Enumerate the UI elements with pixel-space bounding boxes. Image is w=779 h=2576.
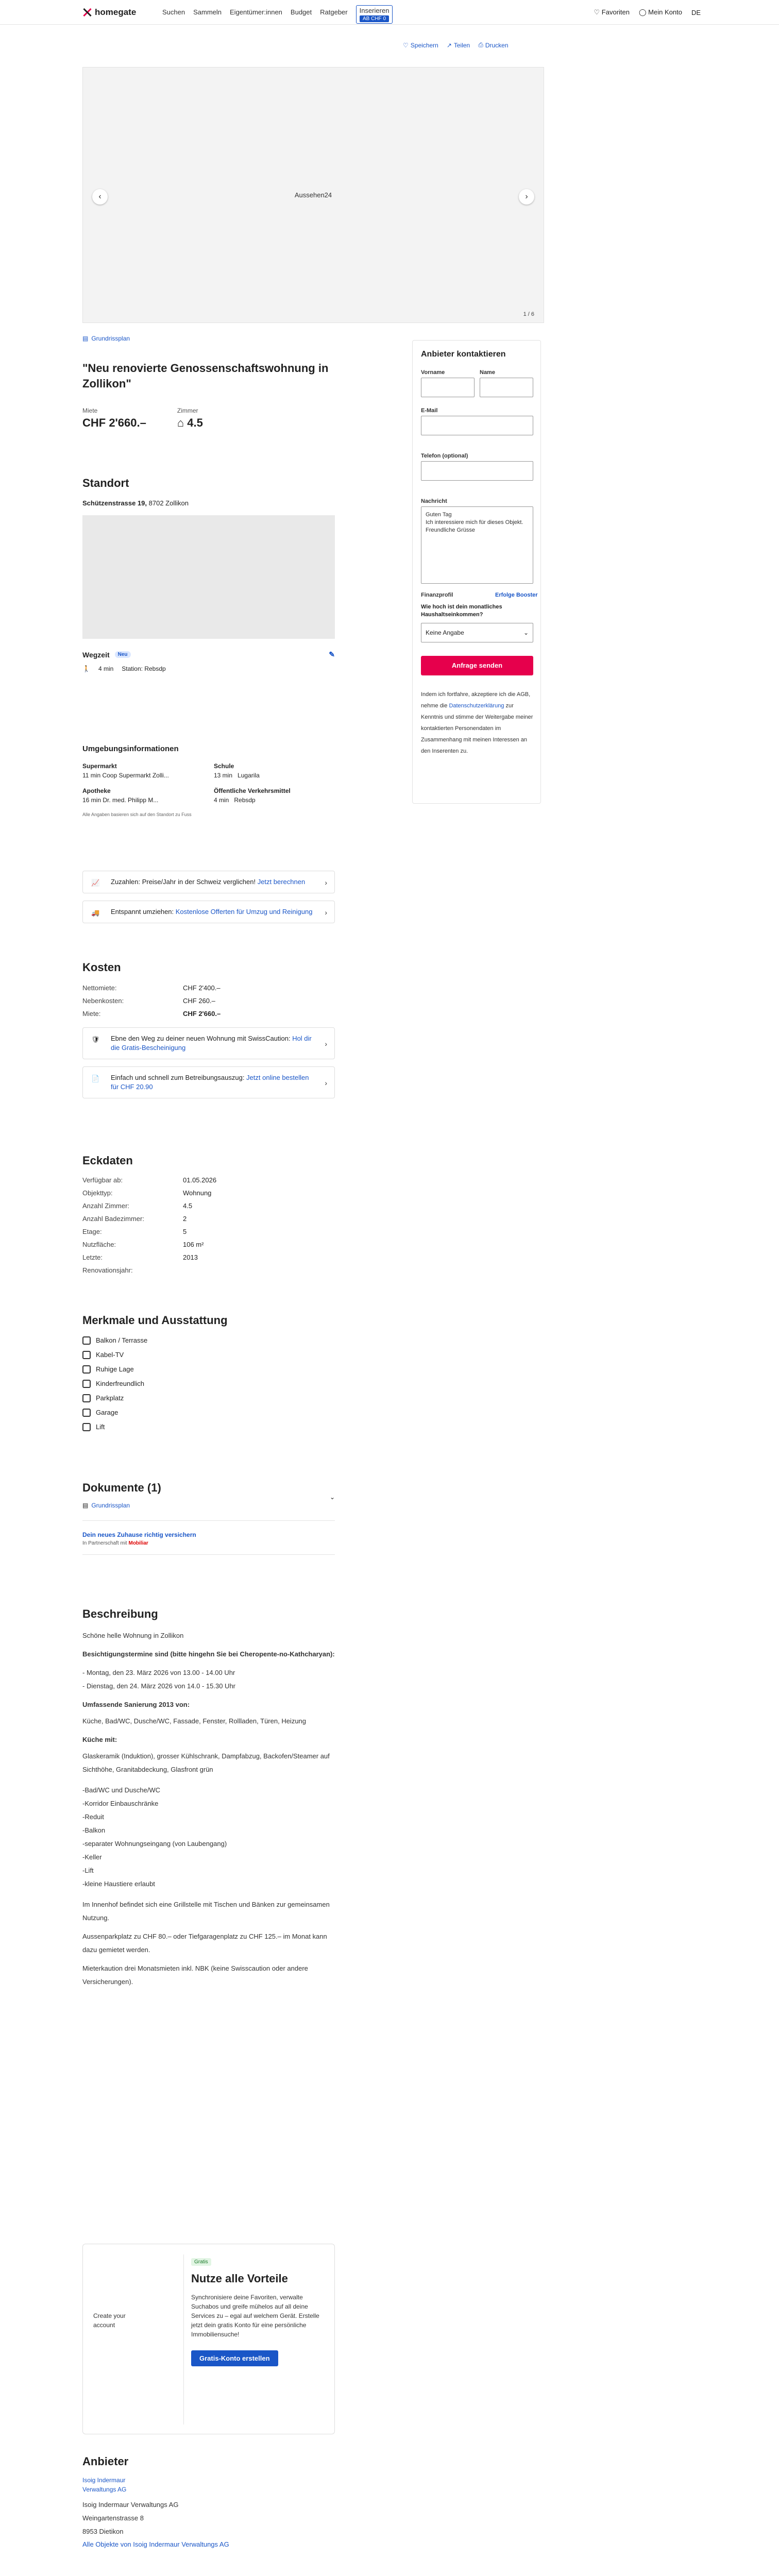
chevron-down-icon: ⌄: [523, 629, 529, 636]
share-bar: [403, 41, 509, 49]
location-section: [82, 477, 335, 672]
gallery-placeholder: Aussehen24: [294, 191, 332, 199]
document-link[interactable]: ▤ Grundrissplan: [82, 1502, 130, 1509]
description-section: Beschreibung Schöne helle Wohnung in Zollikon Besichtigungstermine sind (bitte hingehn Sie bei Cheropente-no-Kathcharyan): - Montag, den 23. März 2026 von 13.00 - 14.00 Uhr - Dienstag, den 24. März 2026 von 14.0 - 15.30 Uhr Umfassende Sanierung 2013 von: Küche, Bad/WC, Dusche/WC, Fassade, Fenster, Rollladen, Türen, Heizung Küche mit: Glaskeramik (Induktion), grosser Kühlschrank, Dampfabzug, Backofen/Steamer auf Sichthöhe, Granitabdeckung, Glasfront grün -Bad/WC und Dusche/WC -Korridor Einbauschränke -Reduit -Balkon -separater Wohnungseingang (von Laubengang) -Keller -Lift -kleine Haustiere erlaubt Im Innenhof befindet sich eine Grillstelle mit Tischen und Bänken zur gemeinsamen Nutzung. Aussenparkplatz zu CHF 80.– oder Tiefgaragenplatz zu CHF 125.– im Monat kann dazu gemietet werden. Mieterkaution drei Monatsmieten inkl. NBK (keine Swisscaution oder andere Versicherungen).: [82, 1607, 335, 1986]
print-icon: ⎙: [478, 41, 483, 48]
location-map[interactable]: [82, 515, 335, 639]
last-name-input[interactable]: [480, 378, 533, 397]
nav-inserieren[interactable]: Inserieren AB CHF 0: [356, 5, 393, 24]
main-nav: [162, 8, 393, 27]
mobiliar-logo: Mobiliar: [128, 1540, 148, 1546]
keydata-row: Anzahl Badezimmer: 2: [82, 1215, 187, 1223]
promo-cards: [82, 871, 335, 923]
listing-title: "Neu renovierte Genossenschaftswohnung in Zollikon": [82, 362, 329, 390]
surrounding-item: Schule 13 min Lugarila: [214, 762, 260, 779]
features-list: [82, 1333, 335, 1434]
send-request-button[interactable]: Anfrage senden: [421, 656, 533, 675]
keydata-row: Objekttyp: Wohnung: [82, 1189, 212, 1197]
address: Schützenstrasse 19, 8702 Zollikon: [82, 499, 189, 507]
costs-section: [82, 961, 335, 1098]
swisscaution-card[interactable]: 🛡 Ebne den Weg zu deiner neuen Wohnung mit SwissCaution: Hol dir die Gratis-Bescheinigung ›: [82, 1027, 335, 1059]
keydata-list: [82, 1174, 335, 1277]
share-button[interactable]: ↗ Teilen: [446, 41, 470, 49]
gallery-counter: 1 / 6: [523, 311, 534, 317]
rooms-icon: ⌂: [177, 416, 184, 429]
cost-row: Nebenkosten: CHF 260.–: [82, 997, 215, 1005]
nav-budget[interactable]: Budget: [290, 8, 312, 16]
keydata-row: Etage: 5: [82, 1228, 187, 1235]
surrounding-item: Öffentliche Verkehrsmittel 4 min Rebsdp: [214, 787, 291, 804]
account-promo: Create your account Gratis Nutze alle Vorteile Synchronisiere deine Favoriten, verwalte Suchabos und greife mühelos auf all deine Services zu – egal auf welchem Gerät. Erstelle jetzt dein gratis Konto für eine persönliche Immobiliensuche! Gratis-Konto erstellen: [82, 2244, 335, 2434]
nav-sammeln[interactable]: Sammeln: [193, 8, 222, 16]
shield-icon: 🛡: [91, 1036, 100, 1043]
gallery-next-button[interactable]: [519, 189, 534, 205]
costs-heading: Kosten: [82, 961, 121, 974]
keydata-row: Letzte: 2013: [82, 1253, 198, 1261]
walk-icon: 🚶: [82, 665, 90, 672]
surroundings-grid: [82, 762, 335, 804]
language-select[interactable]: DE: [691, 8, 701, 16]
documents-heading: Dokumente (1): [82, 1481, 161, 1494]
rent-label: Miete: [82, 407, 98, 414]
surrounding-item: Supermarkt 11 min Coop Supermarkt Zolli...: [82, 762, 169, 779]
tv-icon: [82, 1351, 91, 1359]
garage-icon: [82, 1409, 91, 1417]
logo-icon: [82, 8, 92, 17]
provider-heading: Anbieter: [82, 2455, 129, 2468]
cost-row: Miete: CHF 2'660.–: [82, 1010, 221, 1018]
feature-item: Lift: [82, 1420, 335, 1434]
account-link[interactable]: ◯ Mein Konto: [639, 8, 682, 16]
child-icon: [82, 1380, 91, 1388]
site-header: [0, 0, 779, 25]
promo-title: Nutze alle Vorteile: [191, 2272, 288, 2285]
feature-item: Balkon / Terrasse: [82, 1333, 335, 1348]
keydata-section: [82, 1154, 335, 1277]
quiet-icon: [82, 1365, 91, 1374]
document-icon: 📄: [91, 1075, 100, 1082]
nav-eigentuemer[interactable]: Eigentümer:innen: [230, 8, 282, 16]
create-account-button[interactable]: Gratis-Konto erstellen: [191, 2350, 278, 2366]
email-field[interactable]: [421, 416, 533, 435]
save-button[interactable]: ♡ Speichern: [403, 41, 438, 49]
nav-ratgeber[interactable]: Ratgeber: [320, 8, 348, 16]
cost-row: Nettomiete: CHF 2'400.–: [82, 984, 221, 992]
image-gallery[interactable]: [82, 67, 544, 323]
heart-icon: ♡: [403, 41, 409, 49]
phone-field[interactable]: [421, 461, 533, 481]
gallery-prev-button[interactable]: [92, 189, 108, 205]
surroundings-heading: Umgebungsinformationen: [82, 744, 179, 753]
description-heading: Beschreibung: [82, 1607, 158, 1620]
feature-item: Kabel-TV: [82, 1348, 335, 1362]
chevron-right-icon: ›: [325, 1079, 327, 1087]
commute-header: Wegzeit Neu ✎: [82, 650, 335, 659]
commute-row: 🚶 4 min Station: Rebsdp: [82, 665, 166, 672]
rent-value: CHF 2'660.–: [82, 416, 146, 429]
favorites-link[interactable]: ♡ Favoriten: [594, 8, 630, 16]
location-heading: Standort: [82, 477, 129, 489]
income-select[interactable]: Keine Angabe ⌄: [421, 623, 533, 642]
features-section: [82, 1314, 335, 1434]
chevron-right-icon: ›: [325, 1040, 327, 1048]
chevron-right-icon: ›: [325, 908, 327, 917]
surroundings-note: Alle Angaben basieren sich auf den Standort zu Fuss: [82, 812, 192, 817]
rooms-value: ⌂ 4.5: [177, 416, 203, 429]
print-button[interactable]: ⎙ Drucken: [478, 41, 509, 49]
first-name-input[interactable]: [421, 378, 475, 397]
feature-item: Ruhige Lage: [82, 1362, 335, 1377]
contact-panel: Anbieter kontaktieren Vorname Name E-Mail Telefon (optional) Nachricht Guten Tag Ich interessiere mich für dieses Objekt. Freundliche Grüsse Finanzprofil Erfolge Booster Wie hoch ist dein monatliches Haushaltseinkommen? Keine Angabe ⌄ Anfrage senden Indem ich fortfahre, akzeptiere ich die AGB, nehme die Datenschutzerklärung zur Kenntnis und stimme der Weitergabe meiner kontaktierten Personendaten im Zusammenhang mit meinen Interessen an den Inserenten zu.: [412, 340, 541, 804]
keydata-heading: Eckdaten: [82, 1154, 133, 1167]
new-badge: Neu: [115, 651, 131, 658]
truck-icon: 🚚: [91, 909, 100, 917]
rooms-label: Zimmer: [177, 407, 198, 414]
lift-icon: [82, 1423, 91, 1431]
provider-section: Anbieter Isoig Indermaur Verwaltungs AG Isoig Indermaur Verwaltungs AG Weingartenstrasse 8 8953 Dietikon Alle Objekte von Isoig Indermaur Verwaltungs AG: [82, 2455, 335, 2551]
provider-all-listings-link[interactable]: Alle Objekte von Isoig Indermaur Verwaltungs AG: [82, 2540, 229, 2548]
moving-card[interactable]: 🚚 Entspannt umziehen: Kostenlose Offerten für Umzug und Reinigung ›: [82, 901, 335, 923]
keydata-row: Verfügbar ab: 01.05.2026: [82, 1176, 217, 1184]
feature-item: Garage: [82, 1405, 335, 1420]
documents-section: [82, 1481, 335, 1555]
feature-item: Kinderfreundlich: [82, 1377, 335, 1391]
chart-icon: 📈: [91, 879, 100, 887]
finance-booster-link[interactable]: Erfolge Booster: [495, 592, 538, 598]
feature-item: Parkplatz: [82, 1391, 335, 1405]
keydata-row: Renovationsjahr:: [82, 1266, 133, 1274]
share-icon: ↗: [446, 41, 452, 49]
parking-icon: [82, 1394, 91, 1402]
legal-text: Indem ich fortfahre, akzeptiere ich die AGB, nehme die Datenschutzerklärung zur Kenntnis und stimme der Weitergabe meiner kontaktierten Personendaten im Zusammenhang mit meinen Interessen an den Inserenten zu.: [421, 691, 533, 754]
price-compare-card[interactable]: 📈 Zuzahlen: Preise/Jahr in der Schweiz verglichen! Jetzt berechnen ›: [82, 871, 335, 893]
chevron-left-icon: ‹: [98, 192, 101, 201]
edit-commute-icon[interactable]: ✎: [329, 650, 335, 658]
panel-title: Anbieter kontaktieren: [421, 350, 506, 359]
chevron-down-icon: ⌄: [329, 1494, 335, 1501]
debt-extract-card[interactable]: 📄 Einfach und schnell zum Betreibungsauszug: Jetzt online bestellen für CHF 20.90 ›: [82, 1066, 335, 1098]
keydata-row: Anzahl Zimmer: 4.5: [82, 1202, 193, 1210]
features-heading: Merkmale und Ausstattung: [82, 1314, 228, 1327]
document-icon: ▤: [82, 335, 89, 342]
listing-summary: [82, 361, 335, 430]
message-textarea[interactable]: Guten Tag Ich interessiere mich für dieses Objekt. Freundliche Grüsse: [421, 506, 533, 584]
chevron-right-icon: ›: [525, 192, 528, 201]
homegate-logo[interactable]: homegate: [82, 7, 136, 18]
insurance-link[interactable]: Dein neues Zuhause richtig versichern In Partnerschaft mit Mobiliar ⌄: [82, 1494, 335, 1546]
chevron-right-icon: ›: [325, 878, 327, 887]
keydata-row: Nutzfläche: 106 m²: [82, 1241, 204, 1248]
nav-suchen[interactable]: Suchen: [162, 8, 185, 16]
provider-logo-link[interactable]: Isoig Indermaur Verwaltungs AG: [82, 2477, 127, 2493]
balcony-icon: [82, 1336, 91, 1345]
surrounding-item: Apotheke 16 min Dr. med. Philipp M...: [82, 787, 159, 804]
document-icon: ▤: [82, 1502, 89, 1509]
free-badge: Gratis: [191, 2258, 211, 2266]
floorplan-link[interactable]: ▤ Grundrissplan: [82, 335, 130, 342]
surroundings-section: [82, 744, 335, 817]
